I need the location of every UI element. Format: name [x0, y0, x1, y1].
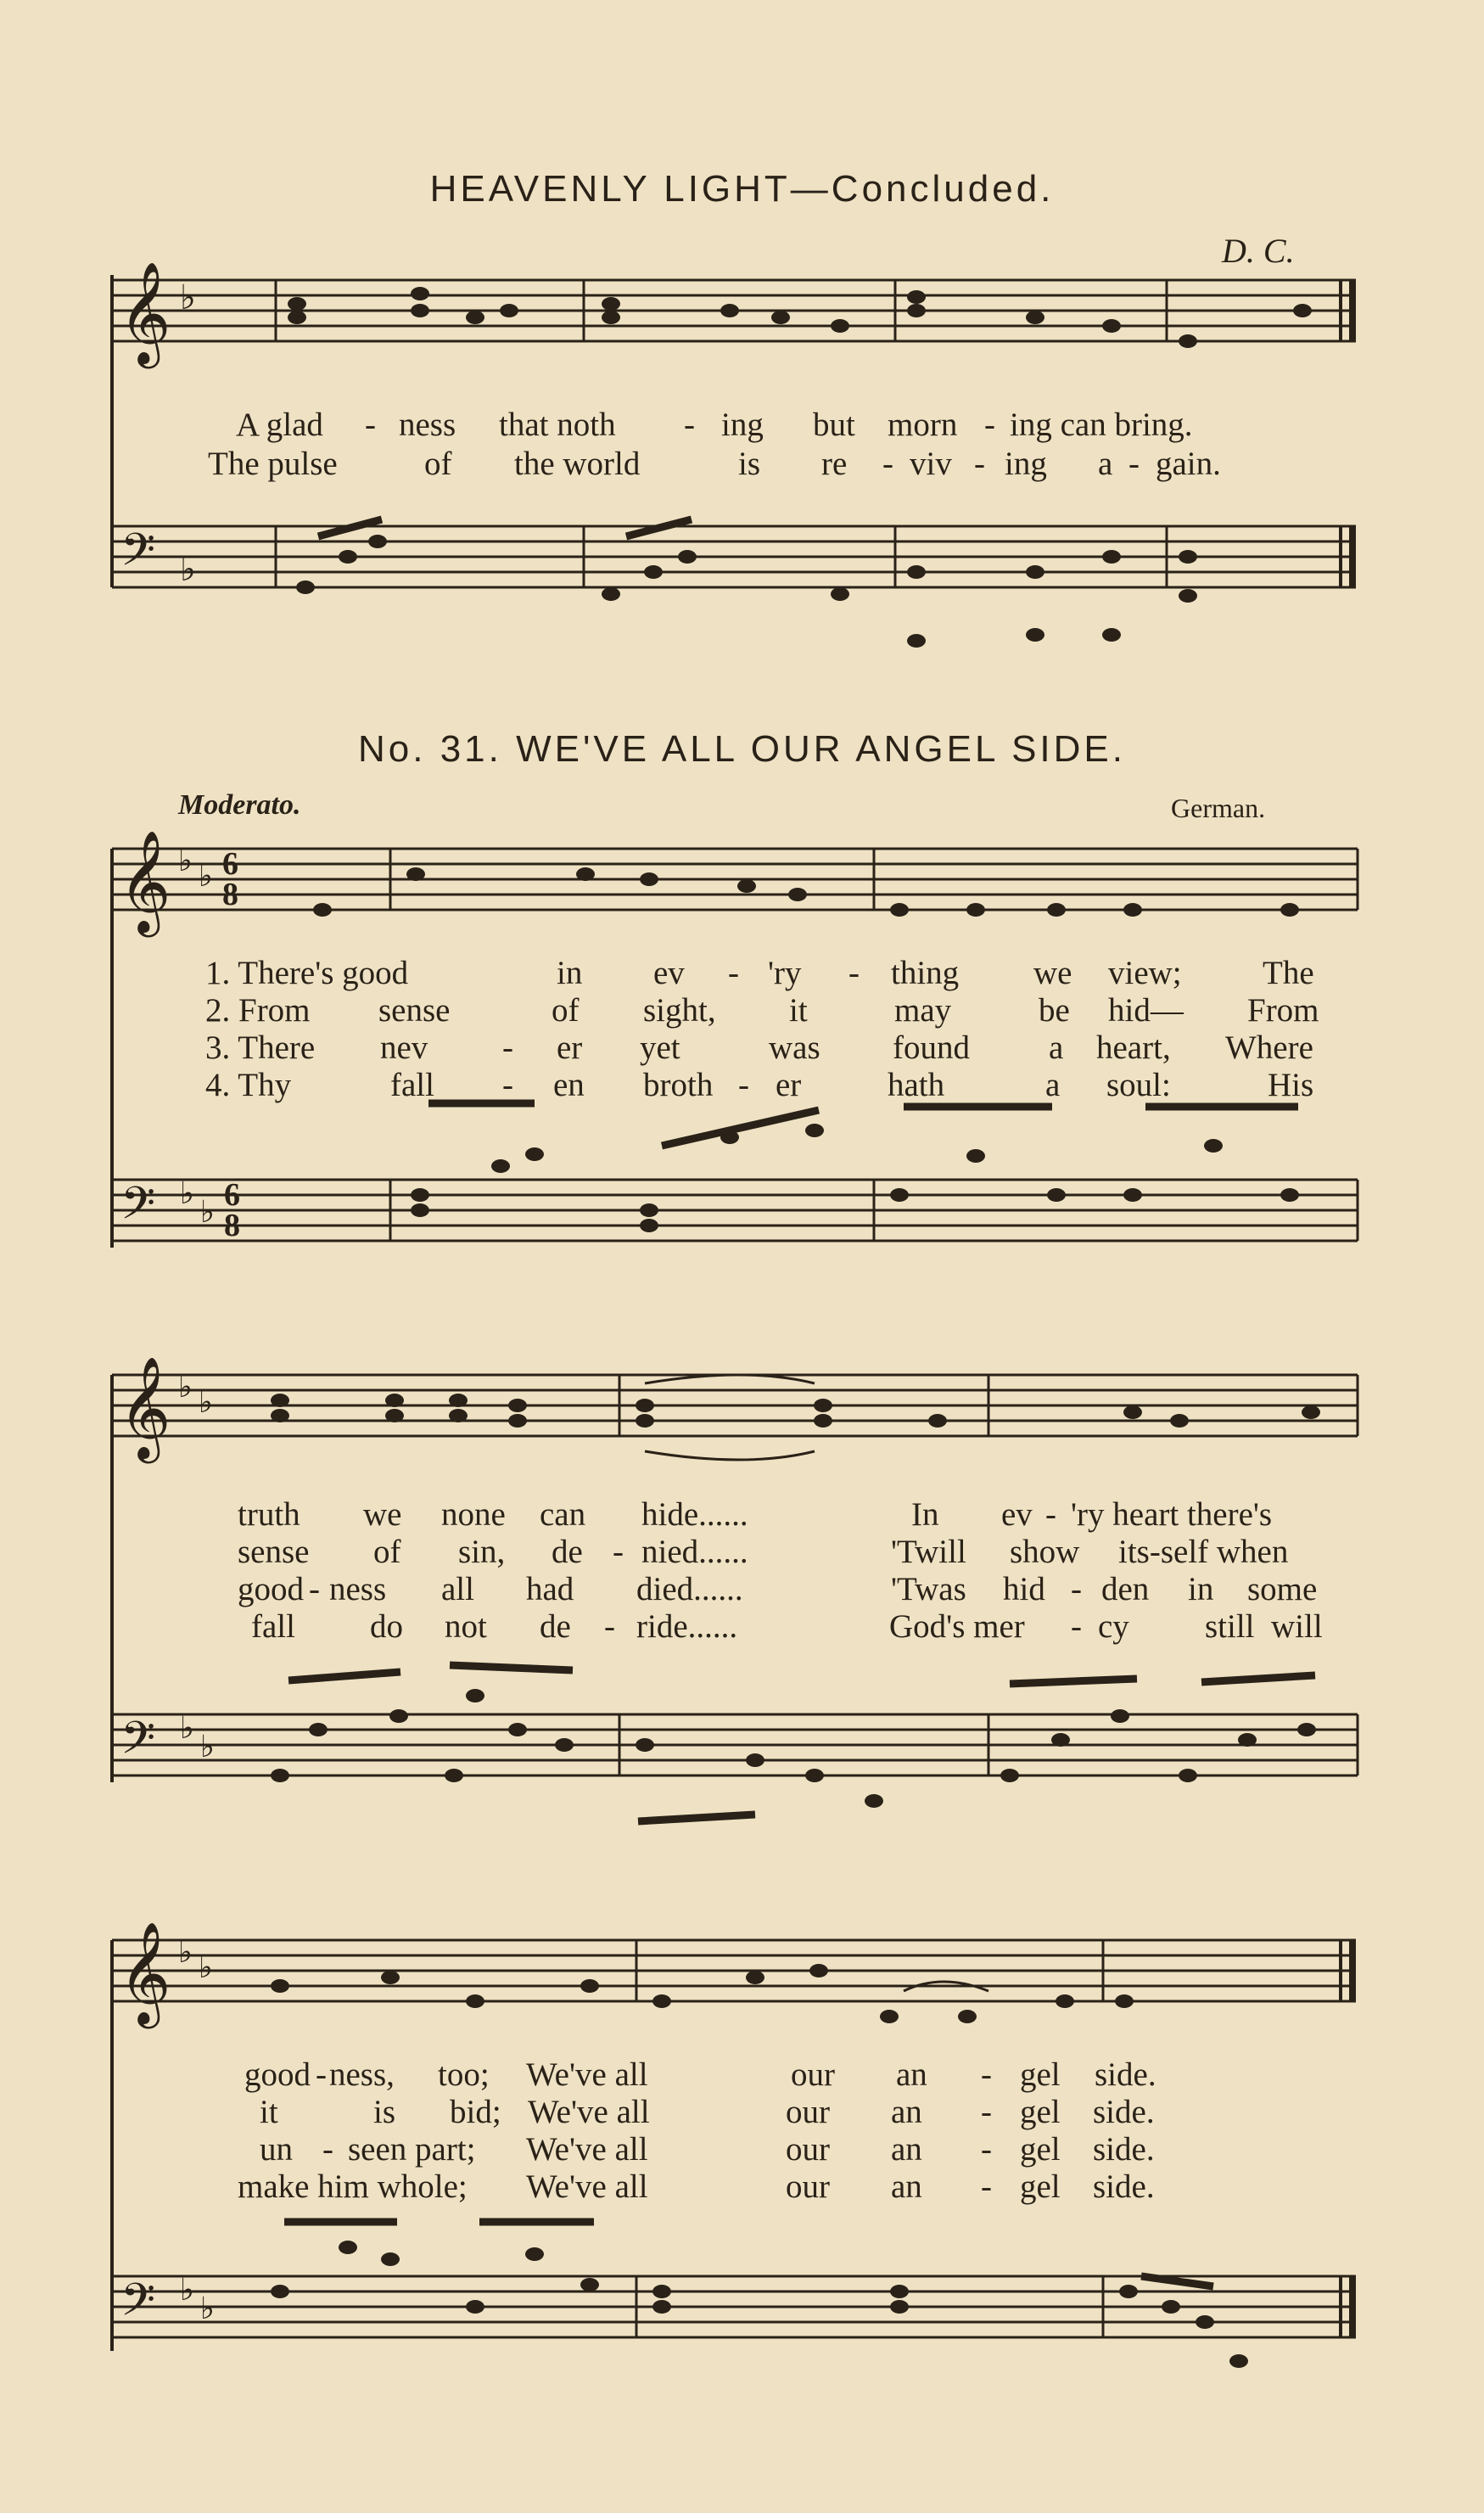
lyric-syllable: in	[557, 955, 583, 991]
system-2-bass-staff	[0, 1706, 1484, 1833]
lyric-syllable: soul:	[1106, 1067, 1171, 1103]
svg-text:8: 8	[224, 1208, 240, 1243]
lyric-syllable: gel	[1020, 2056, 1061, 2093]
lyric-syllable: ness	[329, 1571, 387, 1607]
lyric-syllable: too;	[438, 2056, 490, 2093]
lyric-syllable: an	[891, 2094, 922, 2130]
lyric-syllable: view;	[1108, 955, 1182, 991]
svg-text:𝄞: 𝄞	[119, 265, 171, 362]
lyric-syllable: our	[791, 2056, 835, 2093]
lyric-syllable: sight,	[643, 992, 716, 1029]
lyric-syllable: our	[786, 2094, 830, 2130]
lyric-syllable: His	[1268, 1067, 1314, 1103]
lyric-syllable: er	[557, 1029, 583, 1066]
lyric-syllable: good	[238, 1571, 304, 1607]
lyric-syllable: be	[1039, 992, 1070, 1029]
lyric-syllable: still	[1205, 1608, 1255, 1645]
lyric-syllable: all	[441, 1571, 474, 1607]
svg-text:♭: ♭	[180, 1711, 194, 1745]
lyric-syllable: is	[373, 2094, 396, 2130]
lyric-syllable: -	[502, 1067, 513, 1103]
svg-text:♭: ♭	[178, 1370, 193, 1404]
lyric-syllable: the world	[514, 446, 641, 482]
system-3-treble-staff	[0, 1925, 1484, 2042]
lyric-syllable: The pulse	[208, 446, 338, 482]
lyric-syllable: we	[363, 1496, 402, 1533]
svg-text:♭: ♭	[199, 1950, 213, 1984]
svg-text:𝄢: 𝄢	[120, 2275, 156, 2336]
da-capo-marking: D. C.	[1222, 232, 1295, 270]
lyric-syllable: -	[309, 1571, 320, 1607]
svg-text:𝄢: 𝄢	[120, 1179, 156, 1239]
svg-text:♭: ♭	[199, 1385, 213, 1419]
tempo-marking: Moderato.	[178, 789, 301, 821]
lyric-syllable: -	[1128, 446, 1140, 482]
lyric-syllable: our	[786, 2131, 830, 2168]
verse-3-line-3	[0, 2130, 1484, 2168]
lyric-syllable: an	[896, 2056, 927, 2093]
hymn-31-title: No. 31. WE'VE ALL OUR ANGEL SIDE.	[358, 728, 1126, 770]
lyric-syllable: an	[891, 2168, 922, 2205]
lyric-syllable: had	[526, 1571, 574, 1607]
lyric-syllable: -	[316, 2056, 327, 2093]
lyric-syllable: some	[1247, 1571, 1318, 1607]
svg-text:𝄞: 𝄞	[119, 833, 171, 931]
lyric-syllable: sense	[238, 1534, 310, 1570]
lyric-syllable: We've all	[526, 2168, 648, 2205]
lyric-syllable: a	[1098, 446, 1113, 482]
system-3-bass-staff	[0, 2268, 1484, 2387]
lyric-syllable: de	[552, 1534, 583, 1570]
lyric-syllable: do	[370, 1608, 403, 1645]
lyric-syllable: -	[974, 446, 985, 482]
lyric-syllable: re	[821, 446, 848, 482]
lyric-syllable: fall	[251, 1608, 295, 1645]
lyric-syllable: We've all	[526, 2056, 648, 2093]
lyric-syllable: -	[981, 2056, 992, 2093]
lyric-syllable: den	[1101, 1571, 1150, 1607]
lyric-syllable: of	[373, 1534, 401, 1570]
lyric-syllable: hath	[888, 1067, 945, 1103]
lyric-syllable: of	[424, 446, 452, 482]
lyric-syllable: is	[738, 446, 761, 482]
svg-text:♭: ♭	[180, 278, 196, 317]
lyric-syllable: gel	[1020, 2131, 1061, 2168]
lyric-syllable: ev	[653, 955, 685, 991]
lyric-syllable: died......	[636, 1571, 743, 1607]
lyric-syllable: ing	[1005, 446, 1047, 482]
lyric-syllable: an	[891, 2131, 922, 2168]
lyric-syllable: hid—	[1108, 992, 1184, 1029]
svg-text:♭: ♭	[178, 844, 193, 878]
lyric-syllable: thing	[891, 955, 960, 991]
lyric-syllable: un	[260, 2131, 293, 2168]
lyric-syllable: make him whole;	[238, 2168, 468, 2205]
tune-credit: German.	[1171, 793, 1266, 823]
lyric-syllable: -	[981, 2131, 992, 2168]
lyric-syllable: -	[604, 1608, 615, 1645]
lyric-syllable: -	[684, 407, 695, 443]
svg-text:𝄢: 𝄢	[120, 525, 156, 586]
lyric-syllable: The	[1263, 955, 1314, 991]
lyric-syllable: bid;	[450, 2094, 501, 2130]
lyric-syllable: 'ry	[768, 955, 802, 991]
lyric-syllable: hide......	[641, 1496, 748, 1533]
heavenly-light-title: HEAVENLY LIGHT—Concluded.	[429, 168, 1055, 210]
lyric-syllable: -	[1071, 1608, 1082, 1645]
lyric-syllable: ev	[1001, 1496, 1033, 1533]
lyric-syllable: ness,	[329, 2056, 395, 2093]
svg-text:6: 6	[222, 846, 238, 882]
svg-text:𝄞: 𝄞	[119, 1925, 171, 2022]
lyric-syllable: gel	[1020, 2168, 1061, 2205]
svg-text:𝄞: 𝄞	[119, 1360, 171, 1457]
lyric-syllable: -	[984, 407, 995, 443]
lyric-syllable: 'Twas	[891, 1571, 966, 1607]
verse-2-line-1	[0, 991, 1484, 1029]
lyric-syllable: sense	[378, 992, 451, 1029]
heavenly-light-lyric-line-2	[0, 445, 1484, 482]
svg-text:♭: ♭	[180, 1176, 194, 1210]
lyric-syllable: nied......	[641, 1534, 748, 1570]
lyric-syllable: 2. From	[205, 992, 311, 1029]
lyric-syllable: ride......	[636, 1608, 738, 1645]
lyric-syllable: a	[1045, 1067, 1061, 1103]
lyric-syllable: -	[882, 446, 893, 482]
system-1-treble-staff	[0, 833, 1484, 934]
lyric-syllable: side.	[1093, 2094, 1155, 2130]
lyric-syllable: gain.	[1156, 446, 1221, 482]
lyric-syllable: ing can bring.	[1010, 407, 1193, 443]
lyric-syllable: side.	[1095, 2056, 1156, 2093]
lyric-syllable: that noth	[499, 407, 616, 443]
lyric-syllable: -	[848, 955, 860, 991]
verse-3-line-2	[0, 1570, 1484, 1607]
lyric-syllable: hid	[1003, 1571, 1045, 1607]
verse-1-line-3	[0, 2056, 1484, 2093]
lyric-syllable: er	[776, 1067, 802, 1103]
verse-4-line-2	[0, 1607, 1484, 1645]
lyric-syllable: de	[540, 1608, 571, 1645]
svg-text:6: 6	[224, 1177, 240, 1213]
lyric-syllable: of	[552, 992, 580, 1029]
lyric-syllable: found	[893, 1029, 970, 1066]
verse-4-line-1	[0, 1066, 1484, 1103]
lyric-syllable: viv	[910, 446, 952, 482]
lyric-syllable: may	[894, 992, 952, 1029]
svg-text:♭: ♭	[180, 2273, 194, 2307]
lyric-syllable: but	[813, 407, 855, 443]
lyric-syllable: it	[789, 992, 808, 1029]
lyric-syllable: 3. There	[205, 1029, 316, 1066]
svg-text:𝄢: 𝄢	[120, 1714, 156, 1774]
svg-text:8: 8	[222, 877, 238, 912]
lyric-syllable: 'Twill	[891, 1534, 966, 1570]
lyric-syllable: ing	[721, 407, 764, 443]
verse-1-line-1	[0, 954, 1484, 991]
svg-text:♭: ♭	[178, 1935, 193, 1969]
lyric-syllable: show	[1010, 1534, 1080, 1570]
svg-text:♭: ♭	[200, 1730, 215, 1764]
lyric-syllable: en	[553, 1067, 585, 1103]
lyric-syllable: A glad	[236, 407, 323, 443]
verse-2-line-3	[0, 2093, 1484, 2130]
lyric-syllable: broth	[643, 1067, 714, 1103]
lyric-syllable: -	[1071, 1571, 1082, 1607]
verse-2-line-2	[0, 1533, 1484, 1570]
lyric-syllable: seen part;	[348, 2131, 476, 2168]
lyric-syllable: will	[1271, 1608, 1323, 1645]
lyric-syllable: yet	[640, 1029, 680, 1066]
lyric-syllable: side.	[1093, 2131, 1155, 2168]
svg-text:♭: ♭	[200, 1195, 215, 1229]
lyric-syllable: -	[613, 1534, 624, 1570]
lyric-syllable: good	[244, 2056, 311, 2093]
lyric-syllable: cy	[1098, 1608, 1129, 1645]
lyric-syllable: none	[441, 1496, 506, 1533]
verse-4-line-3	[0, 2168, 1484, 2205]
lyric-syllable: side.	[1093, 2168, 1155, 2205]
heavenly-light-treble-staff	[0, 265, 1484, 382]
lyric-syllable: sin,	[458, 1534, 506, 1570]
lyric-syllable: -	[738, 1067, 749, 1103]
lyric-syllable: truth	[238, 1496, 300, 1533]
lyric-syllable: ness	[399, 407, 456, 443]
lyric-syllable: not	[445, 1608, 487, 1645]
lyric-syllable: -	[322, 2131, 333, 2168]
lyric-syllable: nev	[380, 1029, 428, 1066]
verse-3-line-1	[0, 1029, 1484, 1066]
svg-text:♭: ♭	[200, 2291, 215, 2325]
lyric-syllable: in	[1188, 1571, 1214, 1607]
svg-text:♭: ♭	[199, 859, 213, 893]
lyric-syllable: Where	[1225, 1029, 1313, 1066]
lyric-syllable: can	[540, 1496, 586, 1533]
lyric-syllable: its-self when	[1118, 1534, 1289, 1570]
lyric-syllable: 1. There's good	[205, 955, 409, 991]
lyric-syllable: morn	[888, 407, 958, 443]
lyric-syllable: -	[981, 2094, 992, 2130]
lyric-syllable: it	[260, 2094, 278, 2130]
lyric-syllable: God's mer	[889, 1608, 1025, 1645]
lyric-syllable: -	[502, 1029, 513, 1066]
lyric-syllable: We've all	[526, 2131, 648, 2168]
svg-text:♭: ♭	[180, 550, 196, 588]
lyric-syllable: -	[1045, 1496, 1056, 1533]
lyric-syllable: a	[1049, 1029, 1064, 1066]
lyric-syllable: was	[769, 1029, 820, 1066]
lyric-syllable: 4. Thy	[205, 1067, 292, 1103]
lyric-syllable: From	[1247, 992, 1319, 1029]
system-1-bass-staff	[0, 1171, 1484, 1265]
lyric-syllable: -	[365, 407, 376, 443]
lyric-syllable: fall	[390, 1067, 434, 1103]
system-2-treble-staff	[0, 1360, 1484, 1468]
lyric-syllable: we	[1033, 955, 1072, 991]
lyric-syllable: heart,	[1096, 1029, 1171, 1066]
heavenly-light-bass-staff	[0, 518, 1484, 653]
lyric-syllable: In	[911, 1496, 939, 1533]
verse-1-line-2	[0, 1495, 1484, 1533]
heavenly-light-lyric-line-1	[0, 406, 1484, 443]
lyric-syllable: our	[786, 2168, 830, 2205]
lyric-syllable: -	[981, 2168, 992, 2205]
lyric-syllable: gel	[1020, 2094, 1061, 2130]
lyric-syllable: We've all	[528, 2094, 650, 2130]
lyric-syllable: -	[728, 955, 739, 991]
lyric-syllable: 'ry heart there's	[1071, 1496, 1273, 1533]
